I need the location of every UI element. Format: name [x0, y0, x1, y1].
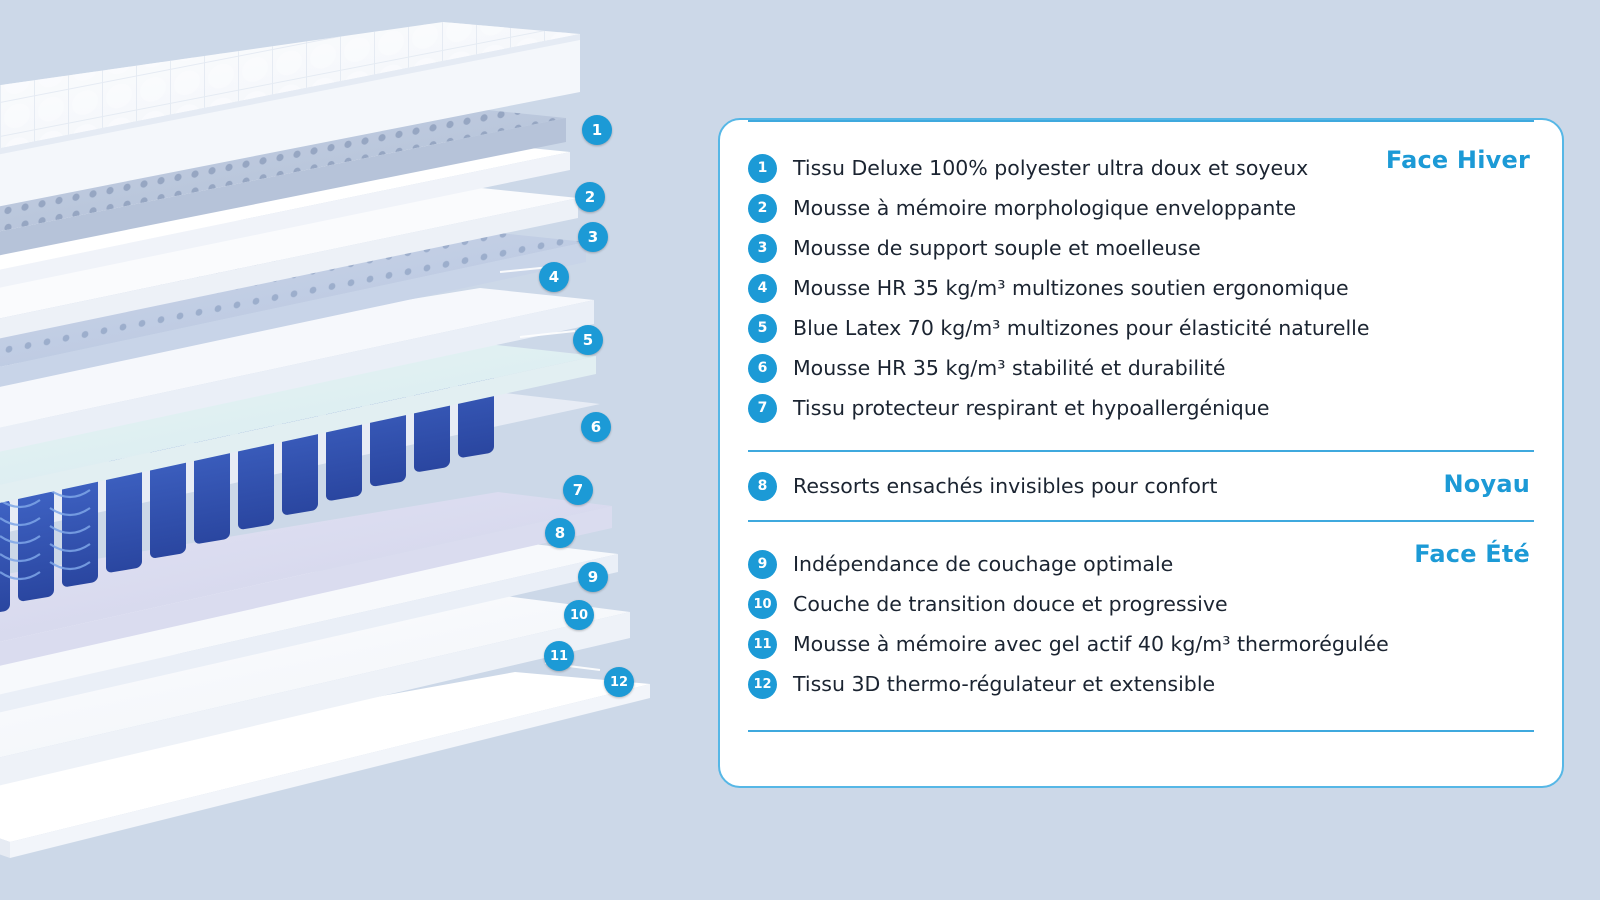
legend-number-8: 8 [748, 472, 777, 501]
legend-item-12[interactable] [748, 664, 1534, 704]
legend-number-7: 7 [748, 394, 777, 423]
callout-1[interactable]: 1 [582, 115, 612, 145]
legend-label-2: Mousse à mémoire morphologique enveloppante [793, 196, 1297, 220]
mattress-layers-diagram [0, 0, 700, 900]
divider-bottom [748, 730, 1534, 732]
legend-label-5: Blue Latex 70 kg/m³ multizones pour élasticité naturelle [793, 316, 1370, 340]
legend-item-7[interactable] [748, 388, 1534, 428]
callout-5[interactable]: 5 [573, 325, 603, 355]
legend-label-12: Tissu 3D thermo-régulateur et extensible [793, 672, 1216, 696]
legend-section-face-ete [720, 522, 1562, 730]
legend-item-11[interactable] [748, 624, 1534, 664]
legend-card [718, 118, 1564, 788]
legend-label-3: Mousse de support souple et moelleuse [793, 236, 1201, 260]
legend-number-4: 4 [748, 274, 777, 303]
callout-12[interactable]: 12 [604, 667, 634, 697]
legend-label-1: Tissu Deluxe 100% polyester ultra doux et soyeux [793, 156, 1309, 180]
callout-4[interactable]: 4 [539, 262, 569, 292]
legend-item-2[interactable] [748, 188, 1534, 228]
legend-item-4[interactable] [748, 268, 1534, 308]
legend-number-9: 9 [748, 550, 777, 579]
legend-item-6[interactable] [748, 348, 1534, 388]
legend-number-11: 11 [748, 630, 777, 659]
legend-label-4: Mousse HR 35 kg/m³ multizones soutien ergonomique [793, 276, 1349, 300]
callout-2[interactable]: 2 [575, 182, 605, 212]
legend-label-7: Tissu protecteur respirant et hypoallergénique [793, 396, 1270, 420]
legend-number-10: 10 [748, 590, 777, 619]
legend-label-11: Mousse à mémoire avec gel actif 40 kg/m³ thermorégulée [793, 632, 1389, 656]
section-title-face-ete: Face Été [1414, 540, 1530, 568]
legend-section-noyau [720, 452, 1562, 520]
legend-section-face-hiver [720, 122, 1562, 450]
legend-label-8: Ressorts ensachés invisibles pour confort [793, 474, 1218, 498]
legend-number-6: 6 [748, 354, 777, 383]
legend-item-3[interactable] [748, 228, 1534, 268]
legend-label-9: Indépendance de couchage optimale [793, 552, 1174, 576]
callout-10[interactable]: 10 [564, 600, 594, 630]
legend-item-10[interactable] [748, 584, 1534, 624]
section-title-face-hiver: Face Hiver [1385, 146, 1530, 174]
legend-item-8[interactable] [748, 466, 1534, 506]
callout-7[interactable]: 7 [563, 475, 593, 505]
legend-label-10: Couche de transition douce et progressive [793, 592, 1228, 616]
callout-11[interactable]: 11 [544, 641, 574, 671]
callout-8[interactable]: 8 [545, 518, 575, 548]
legend-number-12: 12 [748, 670, 777, 699]
callout-6[interactable]: 6 [581, 412, 611, 442]
callout-3[interactable]: 3 [578, 222, 608, 252]
callout-9[interactable]: 9 [578, 562, 608, 592]
legend-item-5[interactable] [748, 308, 1534, 348]
legend-number-1: 1 [748, 154, 777, 183]
legend-number-3: 3 [748, 234, 777, 263]
legend-number-2: 2 [748, 194, 777, 223]
legend-number-5: 5 [748, 314, 777, 343]
legend-label-6: Mousse HR 35 kg/m³ stabilité et durabilité [793, 356, 1226, 380]
section-title-noyau: Noyau [1443, 470, 1530, 498]
